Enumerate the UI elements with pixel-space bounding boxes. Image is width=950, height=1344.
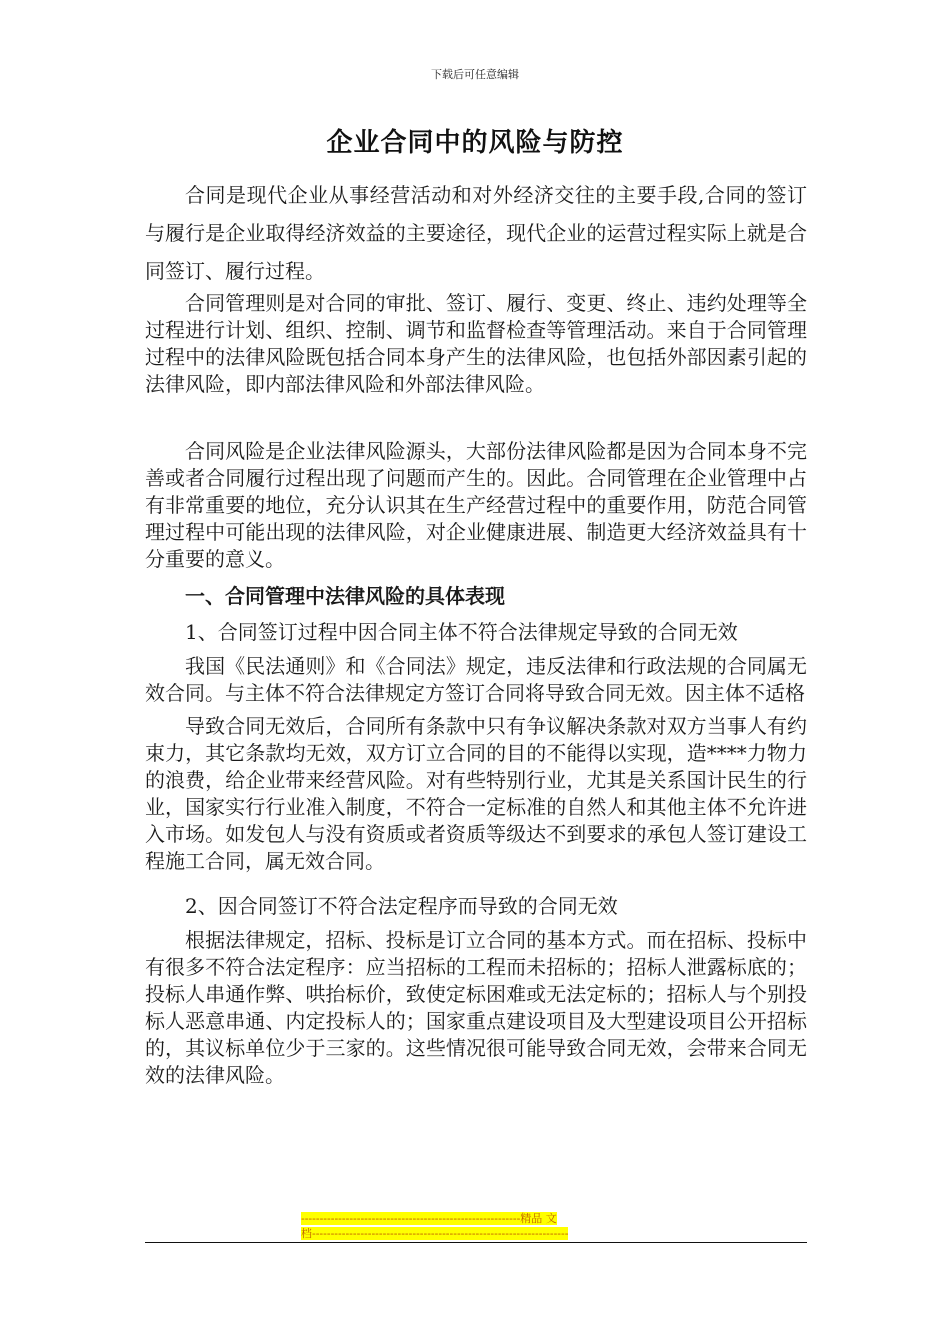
intro-paragraph: 合同是现代企业从事经营活动和对外经济交往的主要手段,合同的签订与履行是企业取得经济效益的主要途径，现代企业的运营过程实际上就是合同签订、履行过程。	[145, 183, 807, 283]
document-body	[145, 176, 807, 1089]
bidding-paragraph: 根据法律规定，招标、投标是订立合同的基本方式。而在招标、投标中有很多不符合法定程序：应当招标的工程而未招标的；招标人泄露标底的；投标人串通作弊、哄抬标价，致使定标困难或无法定标的；招标人与个别投标人恶意串通、内定投标人的；国家重点建设项目及大型建设项目公开招标的，其议标单位少于三家的。这些情况很可能导致合同无效，会带来合同无效的法律风险。	[145, 928, 807, 1087]
footer-marker-line-2: 档---------------------------------------------------------------------	[301, 1227, 569, 1240]
footer-watermark	[301, 1211, 651, 1241]
subheading-procedure-invalid: 2、因合同签订不符合法定程序而导致的合同无效	[185, 894, 618, 918]
header-note: 下载后可任意编辑	[431, 68, 519, 81]
section-heading: 一、合同管理中法律风险的具体表现	[185, 584, 505, 608]
document-title: 企业合同中的风险与防控	[326, 128, 624, 158]
management-paragraph: 合同管理则是对合同的审批、签订、履行、变更、终止、违约处理等全过程进行计划、组织、控制、调节和监督检查等管理活动。来自于合同管理过程中的法律风险既包括合同本身产生的法律风险，也包括外部因素引起的法律风险，即内部法律风险和外部法律风险。	[145, 291, 807, 396]
risk-source-paragraph: 合同风险是企业法律风险源头，大部份法律风险都是因为合同本身不完善或者合同履行过程出现了问题而产生的。因此。合同管理在企业管理中占有非常重要的地位，充分认识其在生产经营过程中的重要作用，防范合同管理过程中可能出现的法律风险，对企业健康进展、制造更大经济效益具有十分重要的意义。	[145, 439, 807, 571]
page-footer	[145, 1211, 807, 1243]
subheading-subject-invalid: 1、合同签订过程中因合同主体不符合法律规定导致的合同无效	[185, 620, 738, 644]
civil-law-paragraph: 我国《民法通则》和《合同法》规定，违反法律和行政法规的合同属无效合同。与主体不符合法律规定方签订合同将导致合同无效。因主体不适格	[145, 654, 807, 705]
footer-marker-line-1: -----------------------------------------------------------精品 文	[301, 1212, 557, 1225]
invalid-consequence-paragraph: 导致合同无效后，合同所有条款中只有争议解决条款对双方当事人有约束力，其它条款均无效，双方订立合同的目的不能得以实现，造****力物力的浪费，给企业带来经营风险。对有些特别行业，尤其是关系国计民生的行业，国家实行行业准入制度，不符合一定标准的自然人和其他主体不允许进入市场。如发包人与没有资质或者资质等级达不到要求的承包人签订建设工程施工合同，属无效合同。	[145, 714, 807, 873]
footer-divider	[145, 1242, 807, 1243]
